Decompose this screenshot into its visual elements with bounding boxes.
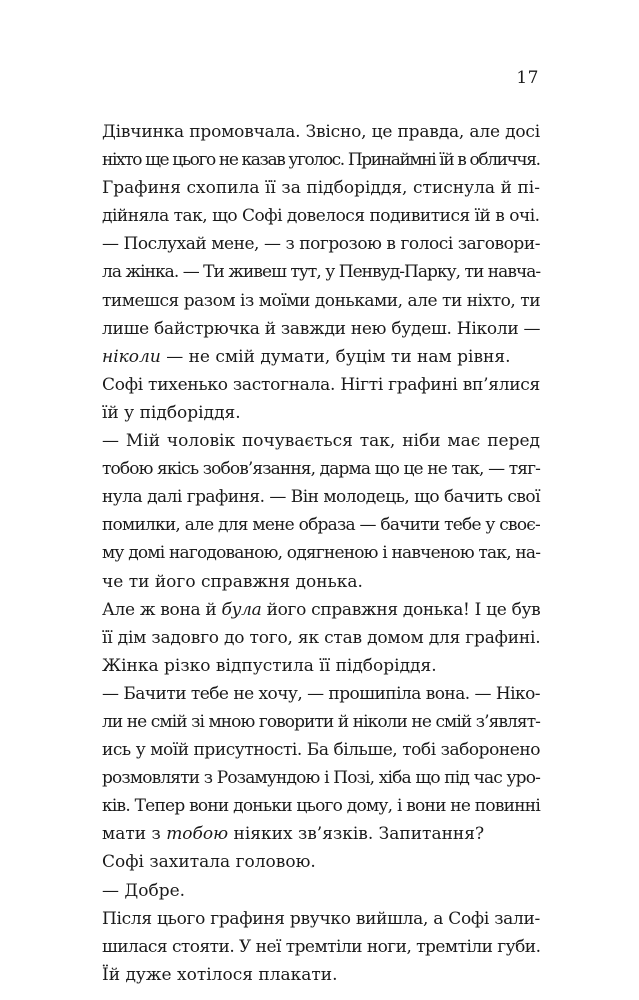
text-line: Жінка різко відпустила її підборіддя. <box>102 655 437 676</box>
text-line: тимешся разом із моїми доньками, але ти ніхто, ти <box>102 290 541 311</box>
text-line: ніхто ще цього не казав уголос. Принаймні їй в обличчя. <box>102 150 540 171</box>
text-line: ла жінка. — Ти живеш тут, у Пенвуд-Парку, ти навча- <box>102 262 541 283</box>
text-line: Їй дуже хотілося плакати. <box>102 964 338 985</box>
text-line: — Добре. <box>102 880 186 901</box>
text-line: Дівчинка промовчала. Звісно, це правда, але досі <box>102 122 540 142</box>
text-line: Після цього графиня рвучко вийшла, а Софі зали- <box>102 908 540 929</box>
text-line: ись у моїй присутності. Ба більше, тобі заборонено <box>102 740 540 761</box>
body-text <box>102 118 540 989</box>
text-line: ли не смій зі мною говорити й ніколи не смій з’являт- <box>102 711 540 732</box>
text-line: — Послухай мене, — з погрозою в голосі заговори- <box>102 234 540 255</box>
text-segment: ніяких зв’язків. Запитання? <box>228 824 485 845</box>
italic-emphasis: була <box>221 599 262 620</box>
text-line: ків. Тепер вони доньки цього дому, і вони не повинні <box>102 796 540 817</box>
text-segment: Але ж вона й <box>102 599 222 620</box>
text-line: їй у підборіддя. <box>102 402 241 423</box>
text-line: — Мій чоловік почувається так, ніби має перед <box>102 431 540 452</box>
text-line: му домі нагодованою, одягненою і навченою так, на- <box>102 543 541 564</box>
text-line <box>102 596 540 624</box>
text-line <box>102 820 540 848</box>
text-line: — Бачити тебе не хочу, — прошипіла вона. — Ніко- <box>102 683 540 704</box>
text-line: розмовляти з Розамундою і Позі, хіба що під час уро- <box>102 768 540 789</box>
text-line: Софі захитала головою. <box>102 852 316 873</box>
text-line: Графиня схопила її за підборіддя, стиснула й пі- <box>102 178 540 199</box>
italic-emphasis: ніколи <box>102 346 161 367</box>
text-line: Софі тихенько застогнала. Нігті графині вп’ялися <box>102 374 540 395</box>
text-line: лише байстрючка й завжди нею будеш. Ніколи — <box>102 318 541 339</box>
text-line: її дім задовго до того, як став домом для графині. <box>102 627 541 648</box>
text-line <box>102 343 540 371</box>
text-line: нула далі графиня. — Він молодець, що бачить свої <box>102 487 540 508</box>
page-number: 17 <box>516 68 539 88</box>
text-segment: мати з <box>102 824 167 845</box>
text-segment: — не смій думати, буцім ти нам рівня. <box>160 346 511 367</box>
text-line: че ти його справжня донька. <box>102 571 363 592</box>
italic-emphasis: тобою <box>166 824 229 845</box>
text-line: шилася стояти. У неї тремтіли ноги, тремтіли губи. <box>102 936 541 957</box>
text-line: помилки, але для мене образа — бачити тебе у своє- <box>102 515 540 536</box>
text-line: дійняла так, що Софі довелося подивитися їй в очі. <box>102 206 540 227</box>
text-segment: його справжня донька! І це був <box>261 599 541 620</box>
text-line: тобою якісь зобов’язання, дарма що це не так, — тяг- <box>102 459 540 480</box>
